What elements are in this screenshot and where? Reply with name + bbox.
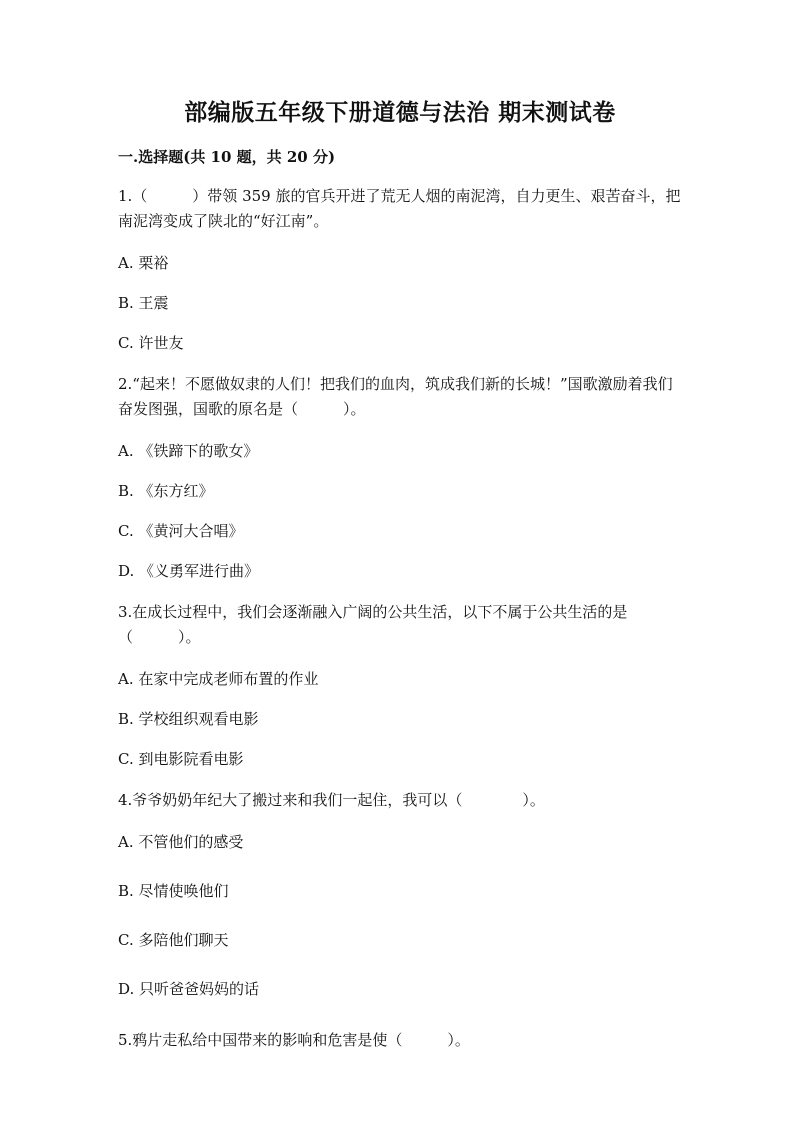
question-3-option-c: C. 到电影院看电影 (118, 750, 244, 768)
question-4-option-d: D. 只听爸爸妈妈的话 (118, 980, 260, 998)
question-3-option-b: B. 学校组织观看电影 (118, 710, 259, 728)
question-1-stem: 1.（ ）带领 359 旅的官兵开进了荒无人烟的南泥湾，自力更生、艰苦奋斗，把南泥湾变成了陕北的“好江南”。 (118, 187, 681, 230)
question-4-option-b: B. 尽情使唤他们 (118, 882, 229, 900)
question-3-option-a: A. 在家中完成老师布置的作业 (118, 670, 319, 688)
question-3-stem: 3.在成长过程中，我们会逐渐融入广阔的公共生活，以下不属于公共生活的是（ ）。 (118, 603, 628, 646)
question-2-option-d: D. 《义勇军进行曲》 (118, 562, 260, 580)
question-2-option-c: C. 《黄河大合唱》 (118, 522, 244, 540)
question-2-stem: 2.“起来！不愿做奴隶的人们！把我们的血肉，筑成我们新的长城！”国歌激励着我们奋发图强，国歌的原名是（ ）。 (118, 375, 673, 418)
page-title: 部编版五年级下册道德与法治 期末测试卷 (184, 99, 616, 126)
question-4-option-c: C. 多陪他们聊天 (118, 931, 229, 949)
question-4-stem: 4.爷爷奶奶年纪大了搬过来和我们一起住，我可以（ ）。 (118, 791, 545, 809)
question-2-option-b: B. 《东方红》 (118, 482, 214, 500)
question-1-option-c: C. 许世友 (118, 334, 184, 352)
question-5-stem: 5.鸦片走私给中国带来的影响和危害是使（ ）。 (118, 1031, 470, 1049)
section-heading: 一.选择题(共 10 题，共 20 分) (118, 148, 336, 166)
question-1-option-b: B. 王震 (118, 294, 169, 312)
question-2-option-a: A. 《铁蹄下的歌女》 (118, 442, 259, 460)
question-1-option-a: A. 栗裕 (118, 254, 169, 272)
question-4-option-a: A. 不管他们的感受 (118, 833, 244, 851)
